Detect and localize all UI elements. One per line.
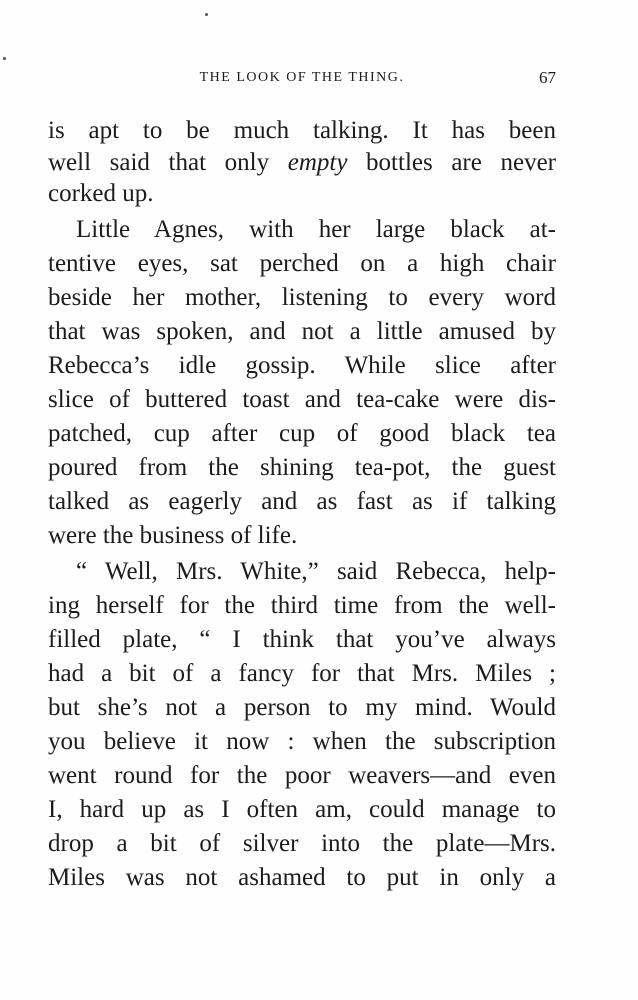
text-line: filled plate, “ I think that you’ve always <box>48 626 556 653</box>
text-line: had a bit of a fancy for that Mrs. Miles ; <box>48 660 556 687</box>
text-line: were the business of life. <box>48 522 298 549</box>
text-line: Little Agnes, with her large black at- <box>76 216 556 243</box>
text-line: that was spoken, and not a little amused by <box>48 318 556 345</box>
text-run: bottles are never <box>347 149 556 176</box>
text-line: talked as eagerly and as fast as if talking <box>48 488 556 515</box>
page-speck <box>205 13 208 16</box>
emphasis-text: empty <box>287 149 348 176</box>
text-line: is apt to be much talking. It has been <box>48 117 556 144</box>
page-number: 67 <box>539 68 556 87</box>
text-line: beside her mother, listening to every word <box>48 284 556 311</box>
text-line: patched, cup after cup of good black tea <box>48 420 556 447</box>
text-line: Miles was not ashamed to put in only a <box>48 864 556 891</box>
text-line: drop a bit of silver into the plate—Mrs. <box>48 830 556 857</box>
text-line: but she’s not a person to my mind. Would <box>48 694 556 721</box>
text-line: went round for the poor weavers—and even <box>48 762 556 789</box>
page-speck <box>3 57 6 60</box>
running-head: THE LOOK OF THE THING. <box>199 70 405 85</box>
text-run: well said that only <box>48 149 288 176</box>
text-line: poured from the shining tea-pot, the guest <box>48 454 556 481</box>
text-line: I, hard up as I often am, could manage to <box>48 796 556 823</box>
text-line: “ Well, Mrs. White,” said Rebecca, help- <box>76 558 556 585</box>
text-line: Rebecca’s idle gossip. While slice after <box>48 352 556 379</box>
text-line: you believe it now : when the subscription <box>48 728 556 755</box>
text-line: tentive eyes, sat perched on a high chair <box>48 250 556 277</box>
page-header <box>48 62 556 88</box>
text-line: ing herself for the third time from the well- <box>48 592 556 619</box>
text-line: slice of buttered toast and tea-cake were dis- <box>48 386 556 413</box>
text-line: corked up. <box>48 180 154 207</box>
